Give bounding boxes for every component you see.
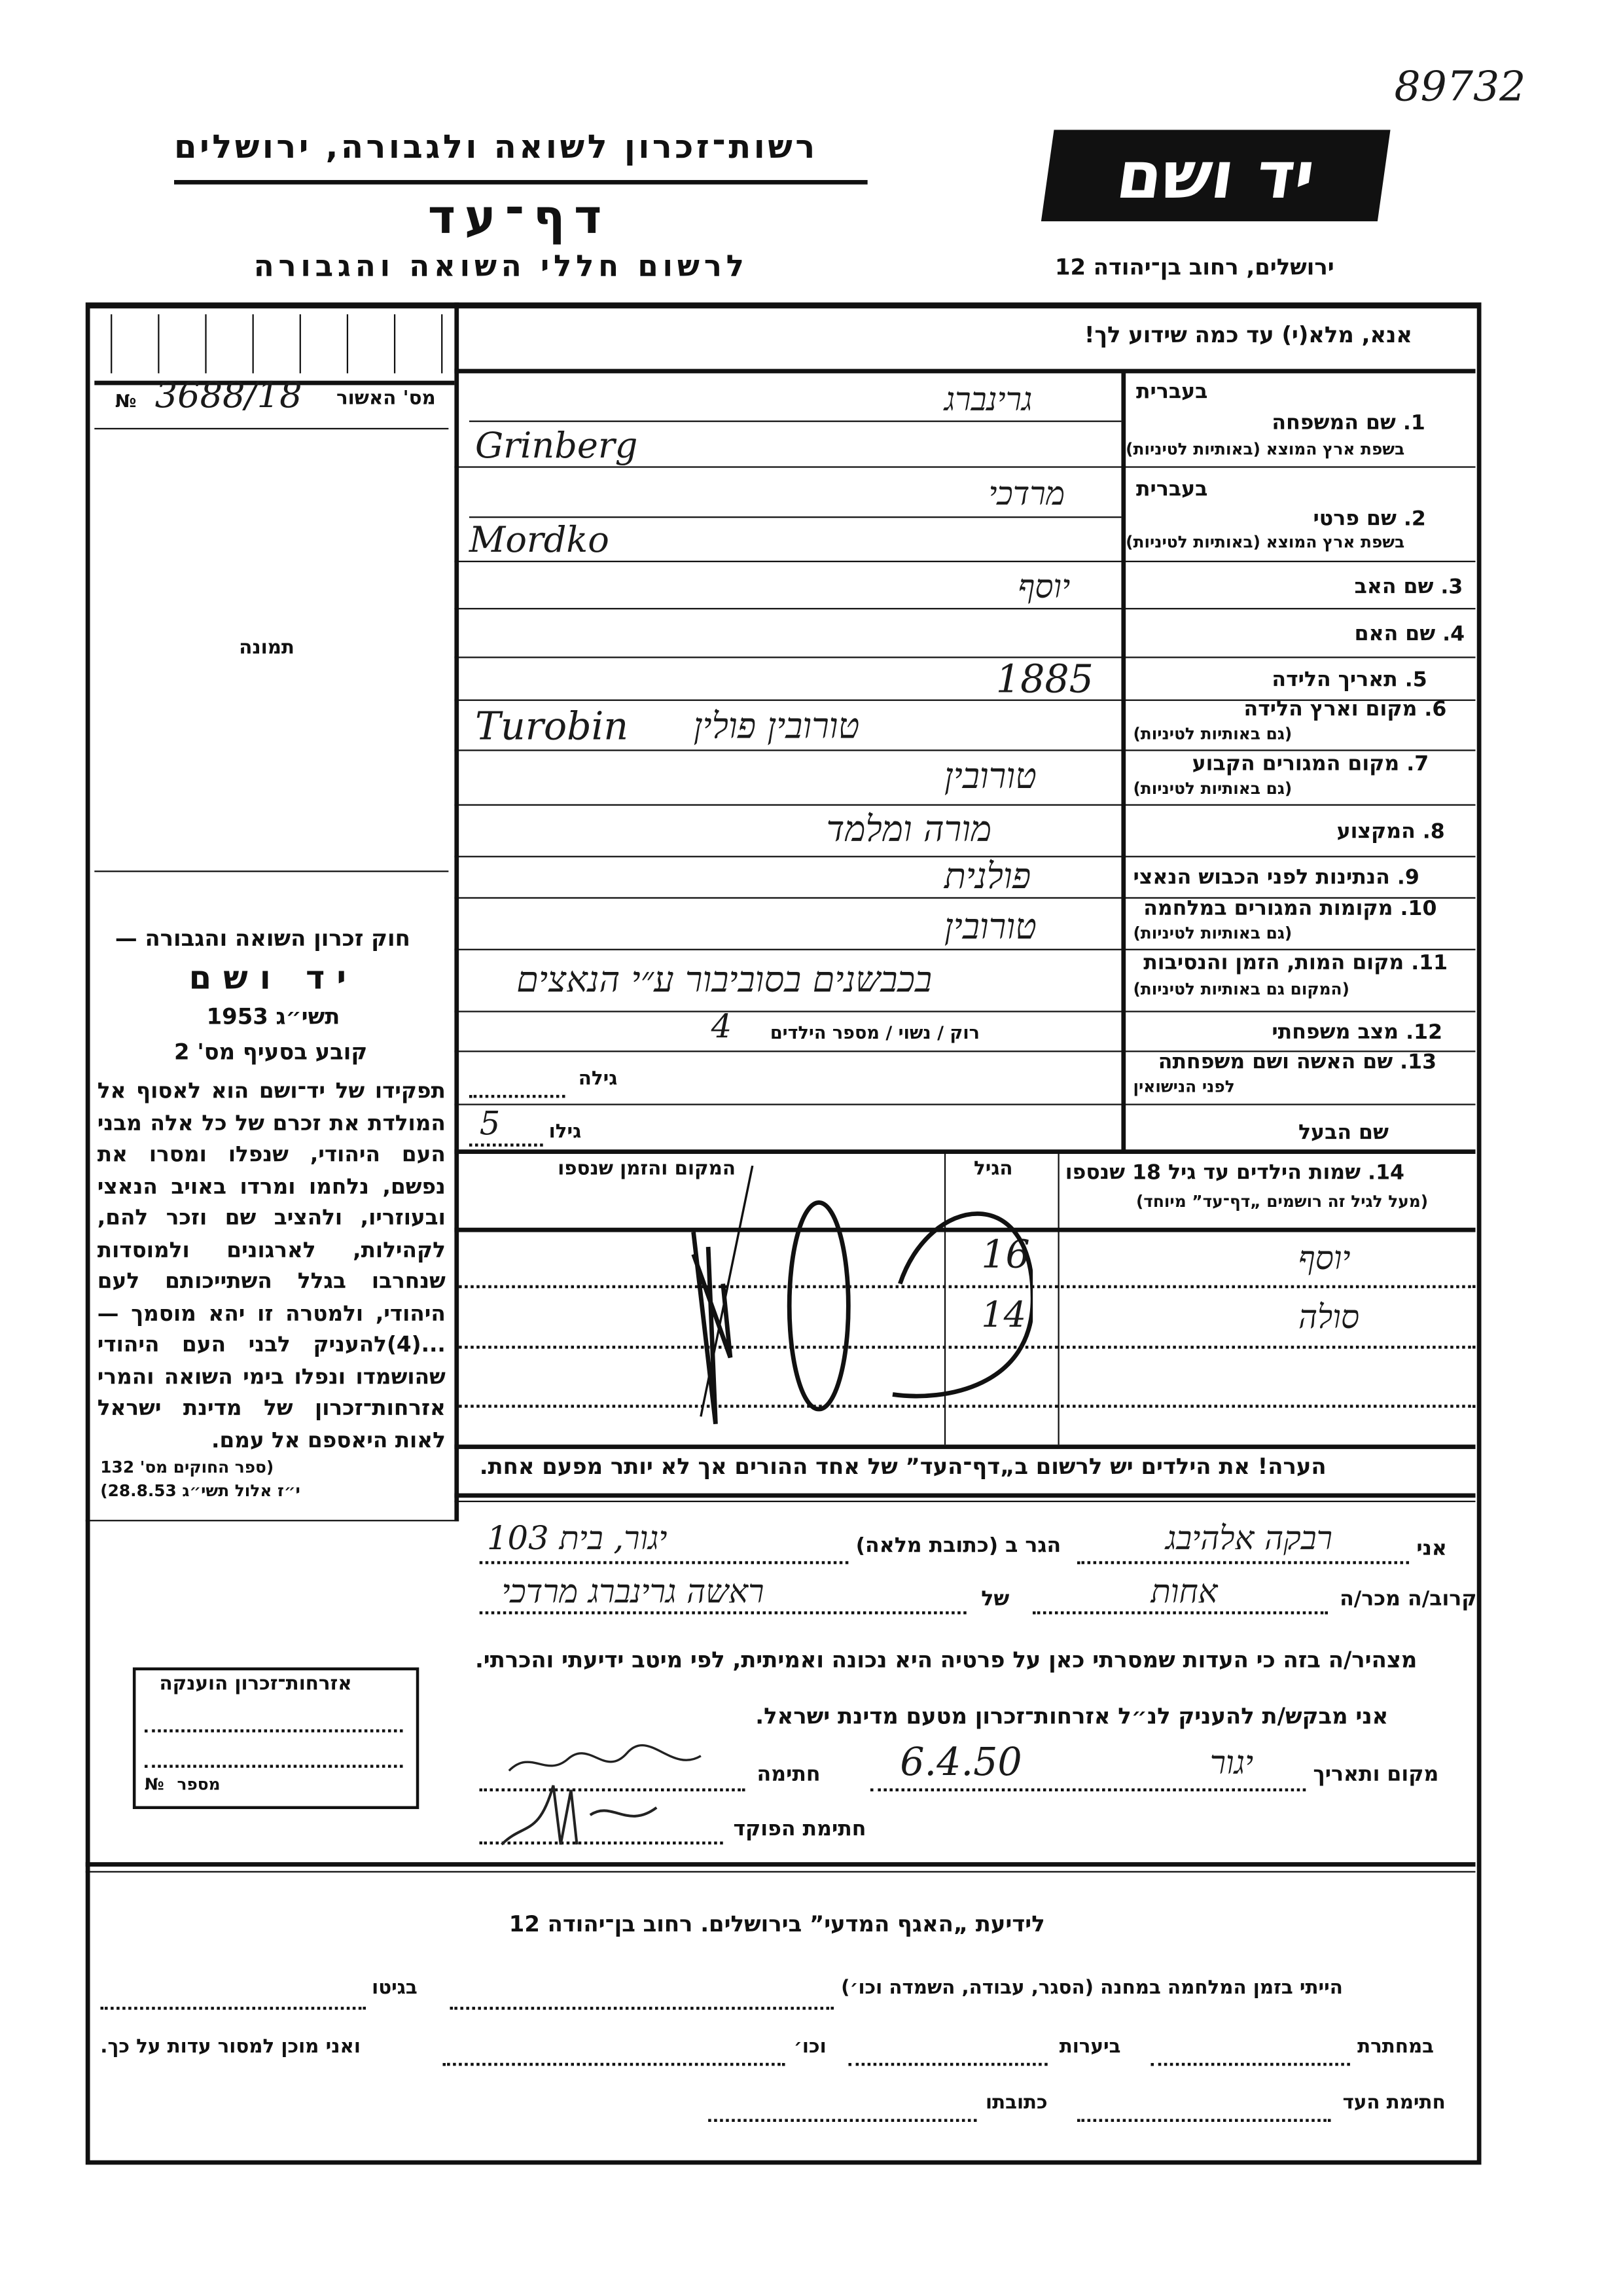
law-title: חוק זכרון השואה והגבורה — (115, 925, 410, 952)
row-line (454, 1501, 1475, 1502)
footer-ghetto-label: בגיטו (372, 1977, 418, 2000)
forests-line[interactable] (848, 2063, 1047, 2066)
field-1-label: 1. שם המשפחה (1272, 412, 1425, 436)
field-13-sub: לפני הנישואין (1133, 1077, 1235, 1097)
child-age[interactable]: 16 (981, 1233, 1030, 1278)
archive-title: אזרחות־זכרון הוענקה (159, 1673, 352, 1696)
field-9-label: 9. הנתינות לפני הכבוש הנאצי (1133, 866, 1419, 890)
wife-age-line[interactable] (469, 1095, 565, 1098)
approval-value: 3688/18 (154, 374, 302, 416)
row-line (454, 1011, 1475, 1012)
footer-testimony-offer: ואני מוכן למסור עדות על כך. (100, 2036, 361, 2059)
officer-signature (494, 1778, 671, 1852)
family-name-hebrew[interactable]: גרינברג (944, 382, 1033, 420)
ghetto-line[interactable] (100, 2007, 366, 2010)
row-line (454, 1494, 1475, 1498)
field-8-label: 8. המקצוע (1336, 820, 1445, 844)
footer-address-label: כתובתו (986, 2092, 1048, 2115)
child-name[interactable]: סולה (1298, 1300, 1360, 1337)
place-date-label: מקום ותאריך (1313, 1763, 1439, 1787)
header-address: ירושלים, רחוב בן־יהודה 12 (1054, 253, 1334, 281)
death-place-circumstances[interactable]: בכבשנים בסוביבור ע״י הנאצים (516, 959, 933, 1001)
husband-age[interactable]: 5 (479, 1106, 501, 1144)
law-reference-1: (ספר החוקים מס' 132 (100, 1458, 274, 1477)
birth-place[interactable]: טורובין פולין (693, 705, 860, 747)
archive-line[interactable] (145, 1765, 403, 1768)
relation-line (1033, 1611, 1328, 1615)
officer-signature-label: חתימת הפוקד (733, 1818, 866, 1842)
camp-line[interactable] (450, 2007, 834, 2010)
field-7-sub: (גם באותיות לטיניות) (1133, 779, 1293, 798)
section-divider (86, 1871, 1476, 1873)
field-4-label: 4. שם האם (1354, 622, 1465, 647)
note: הערה! את הילדים יש לרשום ב„דף־העד” של אחד ההורים אך לא יותר מפעם אחת. (479, 1453, 1327, 1480)
law-logo: יד ושם (188, 960, 358, 998)
row-line (454, 608, 1475, 609)
field-12-label: 12. מצב משפחתי (1272, 1021, 1443, 1045)
law-text: תפקידו של יד־ושם הוא לאסוף אל המולדת את זכרם של כל אלה מבני העם היהודי, שנפלו ומסרו את נפשם, נלחמו ומרדו באויב הנאצי ובעוזריו, ולהציב שם וזכר להם, לקהילות, לארגונים ולמוסדות שנחרבו בגלל השתייכותם לעם היהודי, ולמטרה זו יהא מוסמך — ...(4)להעניק לבני העם היהודי שהושמדו ונפלו בימי השואה והמרי אזרחות־זכרון של מדינת ישראל לאות היאספם אל עמם. (97, 1080, 446, 1453)
signature-label: חתימה (757, 1763, 821, 1787)
relation[interactable]: אחות (1150, 1574, 1218, 1611)
date[interactable]: 6.4.50 (900, 1741, 1022, 1785)
field-6-sub: (גם באותיות לטיניות) (1133, 724, 1293, 744)
approval-no-sign: № (115, 391, 137, 412)
declaration-statement: מצהיר/ה בזה כי העדות שמסרתי כאן על פרטיה היא נכונה ואמיתית, לפי מיטב ידיעתי והכרתי. (474, 1647, 1418, 1674)
birth-date[interactable]: 1885 (995, 658, 1094, 703)
children-sub: (מעל לגיל זה רושמים „דף־עד” מיוחד) (1135, 1192, 1429, 1211)
children-label: 14. שמות הילדים עד גיל 18 שנספו (1065, 1161, 1405, 1185)
row-line (454, 561, 1475, 562)
approval-label: מס' האשור (336, 387, 436, 410)
field-5-label: 5. תאריך הלידה (1272, 668, 1427, 692)
wartime-residence[interactable]: טורובין (944, 906, 1037, 948)
instruction: אנא, מלא(י) עד כמה שידוע לך! (1084, 321, 1413, 349)
age-header: הגיל (973, 1158, 1013, 1181)
form-subtitle: לרשום חללי השואה והגבורה (253, 247, 749, 283)
place[interactable]: יגור (1209, 1746, 1254, 1783)
divider (454, 369, 1475, 374)
citizenship-request: אני מבקש/ת להעניק לנ״ל אזרחות־זכרון מטעם מדינת ישראל. (755, 1702, 1389, 1730)
field-6-label: 6. מקום וארץ הלידה (1243, 698, 1447, 722)
footer-etc-label: וכו׳ (793, 2036, 827, 2059)
resides-label: הגר ב (כתובת מלאה) (855, 1534, 1061, 1558)
marital-status-options: רוק / נשוי / מספר הילדים (770, 1022, 980, 1043)
husband-label: שם הבעל (1298, 1121, 1389, 1145)
law-reference-2: י״ז אלול תשי״ג 28.8.53) (100, 1481, 300, 1501)
row-line (454, 804, 1475, 806)
cancellation-scribble (649, 1166, 1033, 1431)
authority-name: רשות־זכרון לשואה ולגבורה, ירושלים (174, 130, 818, 167)
of-line (480, 1611, 967, 1615)
code-boxes (111, 314, 442, 373)
underground-line[interactable] (1151, 2063, 1350, 2066)
child-name[interactable]: יוסף (1298, 1241, 1351, 1278)
wife-age-label: גילה (578, 1068, 618, 1091)
divider (94, 870, 448, 872)
row-line (454, 749, 1475, 751)
archive-no-sign: № (144, 1775, 164, 1795)
address-line (480, 1561, 849, 1564)
residence[interactable]: טורובין (944, 755, 1037, 797)
etc-line[interactable] (442, 2063, 785, 2066)
row-line (454, 1444, 1475, 1449)
birth-place-latin[interactable]: Turobin (474, 705, 629, 750)
field-10-sub: (גם באותיות לטיניות) (1133, 924, 1293, 943)
photo-label: תמונה (239, 637, 294, 660)
father-name[interactable]: יוסף (1018, 569, 1071, 607)
footer-underground-label: במחתרת (1357, 2036, 1435, 2059)
field-1-sub: בשפת ארץ המוצא (באותיות לטיניות) (1126, 439, 1405, 459)
witness-name[interactable]: רבקה אלהיבג (1166, 1521, 1333, 1558)
witness-address-line[interactable] (708, 2119, 976, 2122)
law-section: קובע בסעיף מס' 2 (174, 1039, 368, 1066)
archive-number-label: מספר (177, 1775, 221, 1795)
place-time-header: המקום והזמן שנספו (558, 1158, 736, 1181)
husband-age-line[interactable] (469, 1143, 543, 1147)
footer-forests-label: ביערות (1059, 2036, 1121, 2059)
archive-line[interactable] (145, 1729, 403, 1732)
field-2-label: 2. שם פרטי (1313, 507, 1426, 531)
relation-label: קרוב/ה מכר/ה (1340, 1587, 1477, 1611)
field-11-label: 11. מקום המות, הזמן והנסיבות (1143, 952, 1448, 976)
profession[interactable]: מורה ומלמד (826, 808, 992, 850)
of-label: של (981, 1587, 1010, 1611)
footer-witness-signature-label: חתימת העד (1342, 2092, 1446, 2115)
row-line (469, 516, 1121, 518)
row-line (454, 1149, 1475, 1154)
file-number: 89732 (1394, 62, 1526, 111)
header-underline (174, 180, 868, 185)
field-10-label: 10. מקומות המגורים במלחמה (1143, 897, 1437, 921)
child-age[interactable]: 14 (981, 1294, 1027, 1336)
field-3-label: 3. שם האב (1354, 575, 1463, 600)
row-line (454, 656, 1475, 658)
field-2-hebrew-tag: בעברית (1135, 478, 1208, 502)
family-name-latin[interactable]: Grinberg (474, 425, 638, 467)
yad-vashem-logo (1041, 130, 1391, 221)
field-11-sub: (המקום גם באותיות לטיניות) (1133, 979, 1349, 999)
witness-address[interactable]: יגור, בית 103 (486, 1521, 668, 1558)
footer-camp-label: הייתי בזמן המלחמה במחנה (הסגר, עבודה, השמדה וכו׳) (841, 1977, 1343, 2000)
field-1-hebrew-tag: בעברית (1135, 380, 1208, 404)
logo-text: יד ושם (1112, 137, 1319, 213)
row-line (454, 466, 1475, 467)
field-7-label: 7. מקום המגורים הקבוע (1192, 752, 1429, 776)
law-year: תשי״ג 1953 (206, 1003, 340, 1030)
children-count[interactable]: 4 (711, 1009, 732, 1047)
field-2-sub: בשפת ארץ המוצא (באותיות לטיניות) (1126, 532, 1405, 552)
witness-name-line (1077, 1561, 1409, 1564)
age-column-right (1058, 1153, 1059, 1444)
label-column-divider (1121, 372, 1126, 1151)
row-line (454, 1103, 1475, 1105)
first-name-hebrew[interactable]: מרדכי (988, 476, 1065, 514)
field-13-label: 13. שם האשה ושם משפחתה (1158, 1050, 1437, 1075)
divider (94, 428, 448, 429)
first-name-latin[interactable]: Mordko (469, 519, 609, 561)
victim-reference[interactable]: ראשה גרינברג מרדכי (501, 1574, 764, 1611)
i-label: אני (1416, 1537, 1447, 1562)
nationality[interactable]: פולנית (944, 855, 1031, 897)
row-line (454, 949, 1475, 950)
section-divider (86, 1862, 1476, 1867)
witness-signature-line[interactable] (1077, 2119, 1331, 2122)
form-title: דף־עד (427, 188, 611, 245)
row-line (469, 421, 1121, 422)
place-date-line (870, 1788, 1306, 1791)
husband-age-label: גילו (548, 1121, 582, 1144)
footer-title: לידיעת „האגף המדעי” בירושלים. רחוב בן־יהודה 12 (508, 1910, 1045, 1938)
